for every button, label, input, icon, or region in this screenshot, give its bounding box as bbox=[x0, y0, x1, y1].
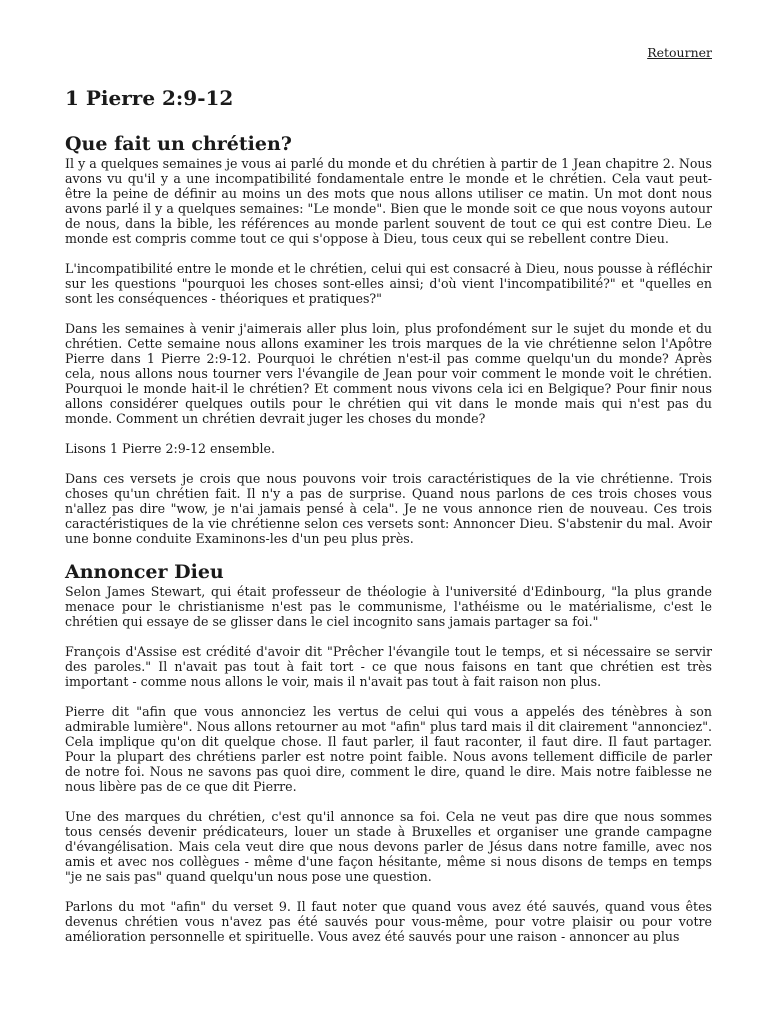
back-link[interactable]: Retourner bbox=[647, 45, 712, 60]
paragraph: Il y a quelques semaines je vous ai parlé du monde et du chrétien à partir de 1 Jean chapitre 2. Nous avons vu qu'il y a une incompatibilité fondamentale entre le monde et le chrétien. Cela vaut peut-être la peine de définir au moins un des mots que nous allons utiliser ce matin. Un mot dont nous avons parlé il y a quelques semaines: "Le monde". Bien que le monde soit ce que nous voyons autour de nous, dans la bible, les références au monde parlent souvent de tout ce qui est contre Dieu. Le monde est compris comme tout ce qui s'oppose à Dieu, tous ceux qui se rebellent contre Dieu. bbox=[65, 156, 712, 246]
passage-title: 1 Pierre 2:9-12 bbox=[65, 86, 234, 110]
paragraph: Selon James Stewart, qui était professeur de théologie à l'université d'Edinbourg, "la plus grande menace pour le christianisme n'est pas le communisme, l'athéisme ou le matérialisme, c'est le chrétien qui essaye de se glisser dans le ciel incognito sans jamais partager sa foi." bbox=[65, 584, 712, 629]
section-heading-2: Annoncer Dieu bbox=[65, 561, 224, 583]
paragraph: Dans ces versets je crois que nous pouvons voir trois caractéristiques de la vie chrétienne. Trois choses qu'un chrétien fait. Il n'y a pas de surprise. Quand nous parlons de ces trois choses vous n'allez pas dire "wow, je n'ai jamais pensé à cela". Je ne vous annonce rien de nouveau. Ces trois caractéristiques de la vie chrétienne selon ces versets sont: Annoncer Dieu. S'abstenir du mal. Avoir une bonne conduite Examinons-les d'un peu plus près. bbox=[65, 471, 712, 546]
paragraph: Pierre dit "afin que vous annonciez les vertus de celui qui vous a appelés des ténèbres à son admirable lumière". Nous allons retourner au mot "afin" plus tard mais il dit clairement "annonciez". Cela implique qu'on dit quelque chose. Il faut parler, il faut raconter, il faut dire. Il faut partager. Pour la plupart des chrétiens parler est notre point faible. Nous avons tellement difficile de parler de notre foi. Nous ne savons pas quoi dire, comment le dire, quand le dire. Mais notre faiblesse ne nous libère pas de ce que dit Pierre. bbox=[65, 704, 712, 794]
sermon-content bbox=[65, 133, 712, 959]
paragraph: Parlons du mot "afin" du verset 9. Il faut noter que quand vous avez été sauvés, quand vous êtes devenus chrétien vous n'avez pas été sauvés pour vous-même, pour votre plaisir ou pour votre amélioration personnelle et spirituelle. Vous avez été sauvés pour une raison - annoncer au plus bbox=[65, 899, 712, 944]
paragraph: Dans les semaines à venir j'aimerais aller plus loin, plus profondément sur le sujet du monde et du chrétien. Cette semaine nous allons examiner les trois marques de la vie chrétienne selon l'Apôtre Pierre dans 1 Pierre 2:9-12. Pourquoi le chrétien n'est-il pas comme quelqu'un du monde? Après cela, nous allons nous tourner vers l'évangile de Jean pour voir comment le monde voit le chrétien. Pourquoi le monde hait-il le chrétien? Et comment nous vivons cela ici en Belgique? Pour finir nous allons considérer quelques outils pour le chrétien qui vit dans le monde mais qui n'est pas du monde. Comment un chrétien devrait juger les choses du monde? bbox=[65, 321, 712, 426]
section-heading-1: Que fait un chrétien? bbox=[65, 133, 292, 155]
paragraph: Une des marques du chrétien, c'est qu'il annonce sa foi. Cela ne veut pas dire que nous sommes tous censés devenir prédicateurs, louer un stade à Bruxelles et organiser une grande campagne d'évangélisation. Mais cela veut dire que nous devons parler de Jésus dans notre famille, avec nos amis et avec nos collègues - même d'une façon hésitante, même si nous disons de temps en temps "je ne sais pas" quand quelqu'un nous pose une question. bbox=[65, 809, 712, 884]
paragraph: François d'Assise est crédité d'avoir dit "Prêcher l'évangile tout le temps, et si nécessaire se servir des paroles." Il n'avait pas tout à fait tort - ce que nous faisons en tant que chrétien est très important - comme nous allons le voir, mais il n'avait pas tout à fait raison non plus. bbox=[65, 644, 712, 689]
paragraph: Lisons 1 Pierre 2:9-12 ensemble. bbox=[65, 441, 275, 456]
paragraph: L'incompatibilité entre le monde et le chrétien, celui qui est consacré à Dieu, nous pousse à réfléchir sur les questions "pourquoi les choses sont-elles ainsi; d'où vient l'incompatibilité?" et "quelles en sont les conséquences - théoriques et pratiques?" bbox=[65, 261, 712, 306]
